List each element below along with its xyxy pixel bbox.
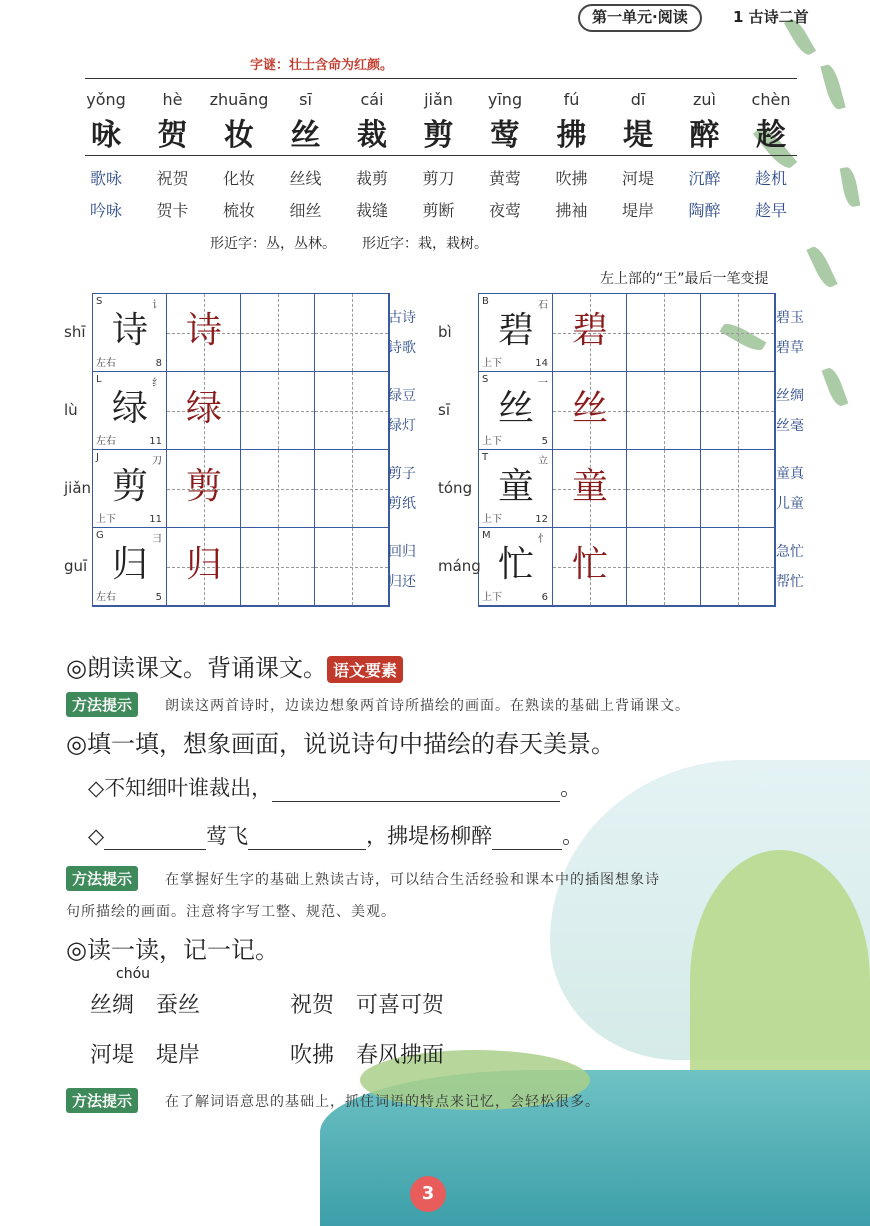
grid-cell <box>93 528 167 606</box>
grid-word: 丝毫 <box>776 418 804 434</box>
char-pinyin: yīng <box>487 90 523 109</box>
char-word-1: 丝线 <box>289 169 322 188</box>
char-word-1: 河堤 <box>621 169 654 188</box>
grid-char-trace: 剪 <box>185 466 222 507</box>
practice-cell[interactable] <box>241 372 315 450</box>
grid-char: 绿 <box>111 388 148 429</box>
practice-cell[interactable] <box>315 450 389 528</box>
blank-1[interactable] <box>272 783 560 802</box>
char-hanzi: 堤 <box>623 118 653 153</box>
grid-char-trace: 童 <box>571 466 608 507</box>
char-pinyin: jiǎn <box>424 90 453 109</box>
grid-strokes: 6 <box>541 592 548 603</box>
grid-word: 绿灯 <box>388 418 416 434</box>
grid-char: 碧 <box>497 310 534 351</box>
section-read-remember: ◎读一读，记一记。 <box>66 936 279 964</box>
grid-cell <box>93 450 167 528</box>
section-read-aloud <box>66 648 403 683</box>
unit-tag: 第一单元·阅读 <box>578 4 702 32</box>
tip-label-3: 方法提示 <box>66 1088 138 1113</box>
grid-strokes: 11 <box>149 436 162 447</box>
question-2 <box>88 820 583 850</box>
blank-3[interactable] <box>248 831 366 850</box>
q2-text-b: ，拂堤杨柳醉 <box>366 824 493 848</box>
grid-word: 诗歌 <box>388 340 416 356</box>
tip-text-2b: 句所描绘的画面。注意将字写工整、规范、美观。 <box>66 904 396 920</box>
grid-cell <box>479 294 553 372</box>
q2-mark: ◇ <box>88 824 105 848</box>
grid-char: 归 <box>111 544 148 585</box>
grid-rad: 讠 <box>152 300 162 311</box>
riddle-note: 字谜：壮士含命为红颜。 <box>250 58 394 73</box>
grid-char-trace: 归 <box>185 544 222 585</box>
similar-char-note-1: 形近字：丛，丛林。 <box>210 236 336 252</box>
blank-4[interactable] <box>492 831 562 850</box>
grid-strokes: 14 <box>535 358 548 369</box>
tip-text-3: 在了解词语意思的基础上，抓住词语的特点来记忆，会轻松很多。 <box>165 1094 600 1110</box>
grid-word: 绿豆 <box>388 388 416 404</box>
char-word-2: 吟咏 <box>89 201 122 220</box>
char-word-2: 趁早 <box>754 201 787 220</box>
char-word-1: 黄莺 <box>488 169 521 188</box>
char-word-1: 化妆 <box>222 169 255 188</box>
grid-char: 忙 <box>497 544 534 585</box>
char-pinyin: cái <box>360 90 384 109</box>
grid-letter: L <box>96 374 102 385</box>
grid-struct: 上下 <box>96 514 116 525</box>
grid-pinyin: máng <box>438 557 481 575</box>
char-word-1: 沉醉 <box>688 169 721 188</box>
grid-rad: 立 <box>538 456 548 467</box>
grid-word: 古诗 <box>388 310 416 326</box>
char-hanzi: 丝 <box>290 118 321 153</box>
grid-cell <box>553 372 627 450</box>
practice-cell[interactable] <box>315 294 389 372</box>
practice-cell[interactable] <box>241 528 315 606</box>
char-pinyin: fú <box>563 90 580 109</box>
char-word-1: 剪刀 <box>422 169 455 188</box>
practice-cell[interactable] <box>701 294 775 372</box>
char-grid <box>92 293 390 607</box>
grid-cell <box>167 450 241 528</box>
char-word-1: 吹拂 <box>555 169 588 188</box>
grid-word: 回归 <box>388 544 416 560</box>
tip-label-1: 方法提示 <box>66 692 138 717</box>
char-pinyin: yǒng <box>86 90 126 109</box>
grid-cell <box>479 528 553 606</box>
page-number: 3 <box>410 1176 446 1212</box>
grid-word: 儿童 <box>776 496 804 512</box>
char-word-2: 裁缝 <box>355 201 388 220</box>
grid-rad: 忄 <box>538 534 548 545</box>
grid-rad: 纟 <box>152 378 162 389</box>
grid-cell <box>479 372 553 450</box>
char-pinyin: zhuāng <box>209 90 269 109</box>
grid-char: 剪 <box>111 466 148 507</box>
char-pinyin: dī <box>630 90 646 109</box>
grid-word: 碧玉 <box>776 310 804 326</box>
grid-pinyin: jiǎn <box>64 479 92 497</box>
practice-cell[interactable] <box>701 372 775 450</box>
char-word-2: 梳妆 <box>222 201 255 220</box>
char-word-2: 陶醉 <box>688 201 721 220</box>
grid-char-trace: 绿 <box>185 388 222 429</box>
grid-cell <box>553 450 627 528</box>
grid-char: 童 <box>497 466 534 507</box>
char-pinyin: sī <box>299 90 312 109</box>
char-word-2: 堤岸 <box>621 201 654 220</box>
grid-letter: G <box>96 530 104 541</box>
char-word-2: 贺卡 <box>156 201 189 220</box>
grid-char-trace: 碧 <box>571 310 608 351</box>
grid-cell <box>93 294 167 372</box>
char-word-2: 剪断 <box>422 201 455 220</box>
grid-cell <box>479 450 553 528</box>
rule-mid <box>85 155 797 156</box>
char-word-2: 细丝 <box>289 201 322 220</box>
grid-strokes: 5 <box>155 592 162 603</box>
grid-char-trace: 丝 <box>571 388 608 429</box>
q1-text: ◇不知细叶谁裁出， <box>88 776 273 800</box>
char-hanzi: 妆 <box>224 118 254 153</box>
grid-letter: S <box>96 296 103 307</box>
char-word-1: 歌咏 <box>89 169 122 188</box>
grid-word: 剪纸 <box>388 496 416 512</box>
char-word-1: 趁机 <box>754 169 787 188</box>
grid-struct: 上下 <box>482 592 502 603</box>
grid-struct: 上下 <box>482 358 502 369</box>
char-hanzi: 醉 <box>689 118 720 153</box>
q2-text-a: 莺飞 <box>206 824 249 848</box>
blank-2[interactable] <box>104 831 206 850</box>
grid-strokes: 5 <box>541 436 548 447</box>
grid-word: 归还 <box>388 574 416 590</box>
word-row-2b: 吹拂 春风拂面 <box>290 1043 445 1068</box>
tip-label-2: 方法提示 <box>66 866 138 891</box>
tip-text-2a: 在掌握好生字的基础上熟读古诗，可以结合生活经验和课本中的插图想象诗 <box>165 872 660 888</box>
grid-letter: T <box>482 452 489 463</box>
char-word-1: 裁剪 <box>355 169 388 188</box>
grid-word: 丝绸 <box>776 388 804 404</box>
grid-note: 左上部的“王”最后一笔变提 <box>600 271 769 287</box>
grid-cell <box>553 294 627 372</box>
practice-cell[interactable] <box>701 528 775 606</box>
grid-pinyin: guī <box>64 557 88 575</box>
practice-cell[interactable] <box>241 450 315 528</box>
grid-letter: M <box>482 530 491 541</box>
practice-cell[interactable] <box>627 294 701 372</box>
grid-strokes: 12 <box>535 514 548 525</box>
char-hanzi: 裁 <box>357 118 387 153</box>
similar-char-note-2: 形近字：栽，栽树。 <box>362 236 488 252</box>
practice-cell[interactable] <box>315 372 389 450</box>
grid-strokes: 11 <box>149 514 162 525</box>
practice-cell[interactable] <box>701 450 775 528</box>
char-hanzi: 趁 <box>756 118 786 153</box>
practice-cell[interactable] <box>627 528 701 606</box>
element-badge: 语文要素 <box>327 656 403 683</box>
grid-cell <box>167 294 241 372</box>
lesson-title: 1 古诗二首 <box>733 8 809 26</box>
grid-char-trace: 忙 <box>571 544 608 585</box>
grid-pinyin: sī <box>438 401 450 419</box>
char-hanzi: 咏 <box>91 118 121 153</box>
section-read-aloud-title: ◎朗读课文。背诵课文。 <box>66 654 327 682</box>
word-row-1a: 丝绸 蚕丝 <box>90 993 201 1018</box>
char-hanzi: 贺 <box>157 118 188 153</box>
grid-strokes: 8 <box>155 358 162 369</box>
grid-word: 急忙 <box>776 544 804 560</box>
grid-cell <box>553 528 627 606</box>
q1-end: 。 <box>560 776 582 800</box>
grid-char: 诗 <box>111 310 148 351</box>
char-grid <box>478 293 776 607</box>
section-fill-blank: ◎填一填，想象画面，说说诗句中描绘的春天美景。 <box>66 730 615 758</box>
grid-pinyin: shī <box>64 323 86 341</box>
word-row-2a: 河堤 堤岸 <box>90 1043 201 1068</box>
rule-top <box>85 78 797 79</box>
grid-letter: S <box>482 374 489 385</box>
grid-rad: 石 <box>538 300 548 311</box>
practice-cell[interactable] <box>627 372 701 450</box>
grid-rad: 彐 <box>152 534 162 545</box>
grid-rad: 一 <box>538 378 548 389</box>
grid-word: 剪子 <box>388 466 416 482</box>
grid-pinyin: bì <box>438 323 452 341</box>
char-pinyin: chèn <box>751 90 791 109</box>
grid-cell <box>93 372 167 450</box>
char-word-2: 拂袖 <box>555 201 588 220</box>
grid-letter: B <box>482 296 489 307</box>
practice-cell[interactable] <box>315 528 389 606</box>
char-word-1: 祝贺 <box>156 169 189 188</box>
grid-struct: 左右 <box>96 358 116 369</box>
q2-end: 。 <box>562 824 584 848</box>
grid-struct: 上下 <box>482 436 502 447</box>
word-row-1b: 祝贺 可喜可贺 <box>290 993 445 1018</box>
question-1 <box>88 772 581 802</box>
grid-struct: 左右 <box>96 592 116 603</box>
grid-word: 碧草 <box>776 340 804 356</box>
grid-char-trace: 诗 <box>185 310 222 351</box>
practice-cell[interactable] <box>241 294 315 372</box>
pinyin-chou: chóu <box>116 966 151 982</box>
grid-char: 丝 <box>497 388 534 429</box>
char-word-2: 夜莺 <box>488 201 521 220</box>
char-pinyin: zuì <box>693 90 716 109</box>
grid-pinyin: lù <box>64 401 78 419</box>
grid-word: 童真 <box>776 466 804 482</box>
grid-letter: J <box>96 452 99 463</box>
grid-word: 帮忙 <box>776 574 804 590</box>
char-hanzi: 拂 <box>556 118 587 153</box>
char-hanzi: 莺 <box>490 118 520 153</box>
grid-cell <box>167 528 241 606</box>
grid-struct: 左右 <box>96 436 116 447</box>
grid-struct: 上下 <box>482 514 502 525</box>
grid-cell <box>167 372 241 450</box>
char-pinyin: hè <box>162 90 183 109</box>
char-hanzi: 剪 <box>423 118 454 153</box>
grid-pinyin: tóng <box>438 479 473 497</box>
tip-text-1: 朗读这两首诗时，边读边想象两首诗所描绘的画面。在熟读的基础上背诵课文。 <box>165 698 690 714</box>
practice-cell[interactable] <box>627 450 701 528</box>
grid-rad: 刀 <box>152 456 162 467</box>
